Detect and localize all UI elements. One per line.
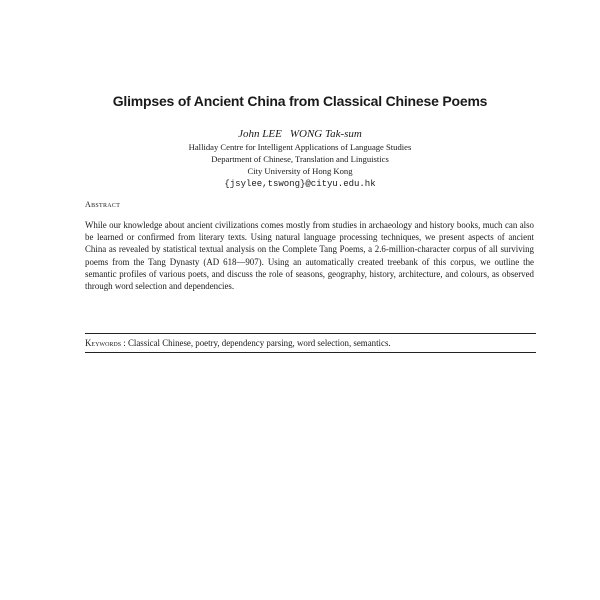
author-list — [0, 128, 600, 140]
affiliation-line: Halliday Centre for Intelligent Applications of Language Studies — [188, 142, 412, 152]
paper-title: Glimpses of Ancient China from Classical Chinese Poems — [112, 93, 488, 109]
abstract-text: While our knowledge about ancient civilizations comes mostly from studies in archaeology and history books, much can also be learned or confirmed from literary texts. Using natural language processing techniques, we present aspects of ancient China as revealed by statistical textual analysis on the Complete Tang Poems, a 2.6-million-character corpus of all surviving poems from the Tang Dynasty (AD 618—907). Using an automatically created treebank of this corpus, we outline the semantic profiles of various poets, and discuss the role of seasons, geography, history, architecture, and colours, as observed through word selection and dependencies. — [85, 220, 534, 292]
keywords-line — [85, 338, 391, 348]
keywords-top-rule — [85, 333, 536, 334]
keywords-text: : Classical Chinese, poetry, dependency parsing, word selection, semantics. — [123, 338, 391, 348]
affiliation-line: Department of Chinese, Translation and Linguistics — [211, 154, 389, 164]
author-name: John LEE — [238, 128, 282, 140]
author-email: {jsylee,tswong}@cityu.edu.hk — [224, 179, 376, 189]
affiliation-line: City University of Hong Kong — [247, 166, 353, 176]
keywords-bottom-rule — [85, 352, 536, 353]
abstract-heading: Abstract — [85, 200, 121, 209]
author-name: WONG Tak-sum — [289, 128, 362, 140]
keywords-label: Keywords — [85, 338, 122, 348]
